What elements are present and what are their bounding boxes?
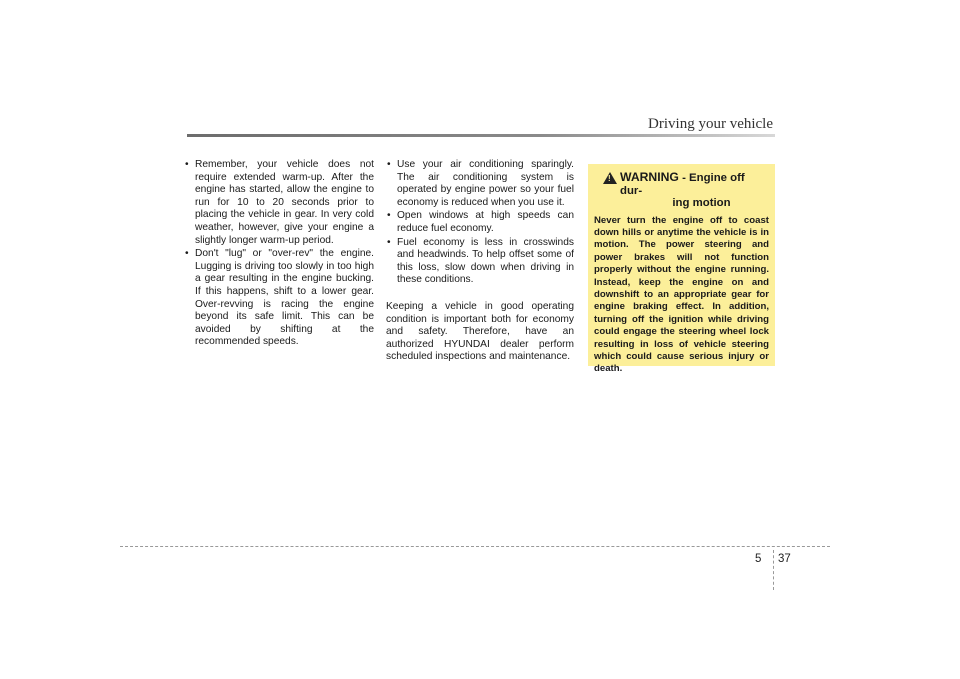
text-column-left	[184, 159, 374, 350]
bullet-open-windows: • Open windows at high speeds can reduce fuel economy.	[386, 210, 574, 235]
bullet-air-conditioning: • Use your air conditioning sparingly. The air conditioning system is operated by engine power so your fuel economy is reduced when you use it.	[386, 159, 574, 209]
bullet-lug-over-rev: • Don't "lug" or "over-rev" the engine. Lugging is driving too slowly in too high a gear resulting in the engine bucking. If this happens, shift to a lower gear. Over-revving is racing the engine beyond its safe limit. This can be avoided by shifting at the recommended speeds.	[184, 248, 374, 349]
page-number: 37	[778, 553, 791, 565]
bullet-crosswinds: • Fuel economy is less in crosswinds and headwinds. To help offset some of this loss, slow down when driving in these conditions.	[386, 237, 574, 287]
bullet-list	[386, 159, 574, 287]
warning-title-line1: - Engine off dur-	[620, 172, 745, 197]
warning-heading	[594, 171, 769, 210]
maintenance-paragraph: Keeping a vehicle in good operating condition is important both for economy and safety. Therefore, have an authorized HYUNDAI dealer perform scheduled inspections and maintenance.	[386, 300, 574, 363]
footer-rule	[120, 546, 830, 547]
warning-title-line2: ing motion	[672, 197, 731, 209]
page-number-separator	[773, 550, 774, 590]
text-column-middle	[386, 159, 574, 364]
bullet-list	[184, 159, 374, 349]
warning-body: Never turn the engine off to coast down hills or anytime the vehicle is in motion. The power steering and power brakes will not function properly without the engine running. Instead, keep the engine on and downshift to an appropriate gear for engine braking effect. In addition, turning off the ignition while driving could engage the steering wheel lock resulting in loss of vehicle steering which could cause serious injury or death.	[594, 214, 769, 375]
warning-label: WARNING	[620, 170, 679, 184]
warning-box	[588, 164, 775, 375]
section-title: Driving your vehicle	[648, 116, 773, 132]
chapter-number: 5	[755, 553, 762, 565]
header-rule	[187, 134, 775, 137]
bullet-warm-up: • Remember, your vehicle does not require extended warm-up. After the engine has started, allow the engine to run for 10 to 20 seconds prior to placing the vehicle in gear. In very cold weather, however, give your engine a slightly longer warm-up period.	[184, 159, 374, 247]
warning-triangle-icon	[603, 172, 617, 184]
